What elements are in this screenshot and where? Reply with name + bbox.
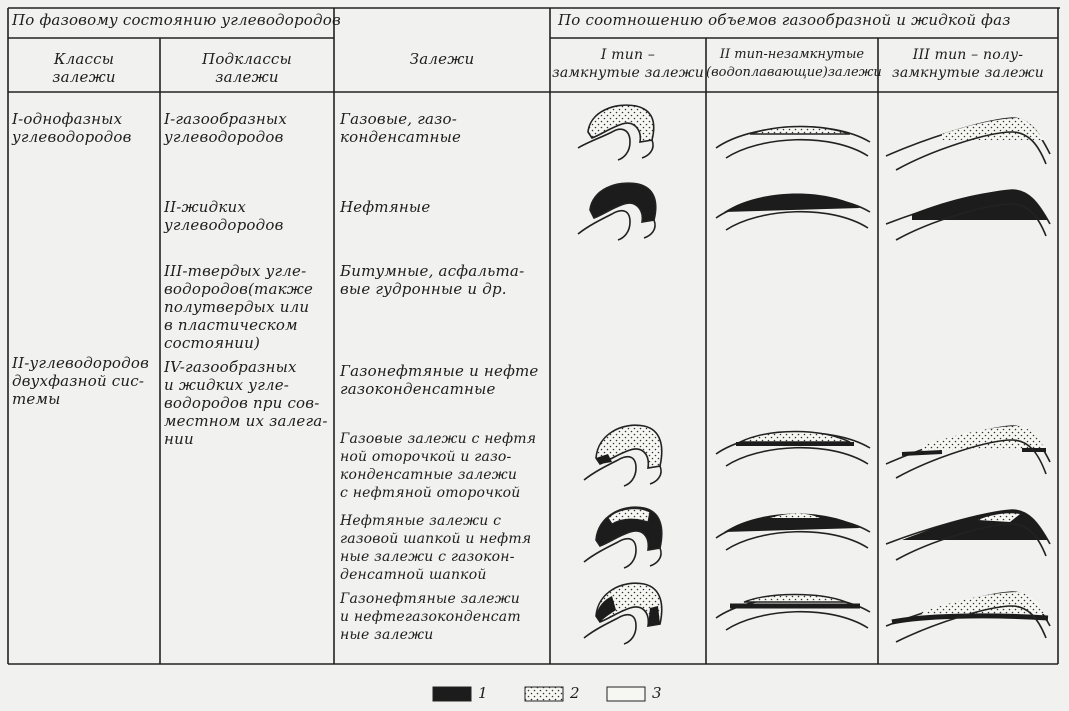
sketch-type1-oil: [570, 180, 670, 242]
subclass-2: II-жидких углеводородов: [164, 198, 284, 234]
sketch-type3-oil-gas-cap: [882, 500, 1058, 572]
class-2: II-углеводородов двухфазной сис- темы: [12, 354, 150, 408]
header-type2: II тип-незамкнутые (водоплавающие)залежи: [706, 47, 882, 80]
header-phase-ratio: По соотношению объемов газообразной и жидкой фаз: [558, 11, 1011, 29]
legend-label-1: 1: [478, 684, 488, 702]
deposit-4: Газонефтяные и нефте газоконденсатные: [340, 362, 539, 398]
sketch-type3-gas: [882, 108, 1058, 178]
sketch-type2-oil: [710, 182, 876, 242]
header-deposits: Залежи: [409, 50, 475, 68]
deposit-3: Битумные, асфальта- вые гудронные и др.: [340, 262, 525, 298]
header-phase-state: По фазовому состоянию углеводородов: [12, 11, 341, 29]
legend-swatch-gas: [524, 686, 564, 702]
sketch-type2-oil-gas-cap: [710, 500, 876, 562]
sketch-type1-gas: [570, 102, 670, 162]
legend-label-2: 2: [570, 684, 580, 702]
legend-swatch-oil: [432, 686, 472, 702]
sketch-type2-gas-oil: [710, 580, 876, 642]
deposit-5: Газовые залежи с нефтя ной оторочкой и газо- конденсатные залежи с нефтяной оторочкой: [340, 431, 537, 501]
deposit-1: Газовые, газо- конденсатные: [340, 110, 462, 146]
sketch-type3-gas-oil: [882, 584, 1058, 660]
sketch-type3-gas-oil-rim: [882, 416, 1058, 488]
legend-swatch-water: [606, 686, 646, 702]
header-type3: III тип – полу- замкнутые залежи: [891, 47, 1045, 81]
header-classes: Классы залежи: [52, 50, 116, 86]
subclass-3: III-твердых угле- водородов(также полутвердых или в пластическом состоянии): [164, 262, 314, 352]
legend-label-3: 3: [652, 684, 662, 702]
deposit-2: Нефтяные: [340, 198, 431, 216]
sketch-type2-gas-oil-rim: [710, 418, 876, 478]
header-subclasses: Подклассы залежи: [202, 50, 292, 86]
header-type1: I тип – замкнутые залежи: [551, 47, 705, 81]
deposit-7: Газонефтяные залежи и нефтегазоконденсат ные залежи: [340, 591, 521, 643]
deposit-6: Нефтяные залежи с газовой шапкой и нефтя ные залежи с газокон- денсатной шапкой: [340, 513, 532, 583]
sketch-type2-gas: [710, 110, 876, 170]
sketch-type3-oil: [882, 180, 1058, 250]
class-1: I-однофазных углеводородов: [12, 110, 132, 146]
sketch-type1-gas-oil: [576, 576, 676, 648]
subclass-1: I-газообразных углеводородов: [164, 110, 287, 146]
sketch-type1-gas-oil-rim: [576, 418, 676, 488]
sketch-type1-oil-gas-cap: [576, 500, 676, 570]
subclass-4: IV-газообразных и жидких угле- водородов при сов- местном их залега- нии: [164, 358, 328, 448]
